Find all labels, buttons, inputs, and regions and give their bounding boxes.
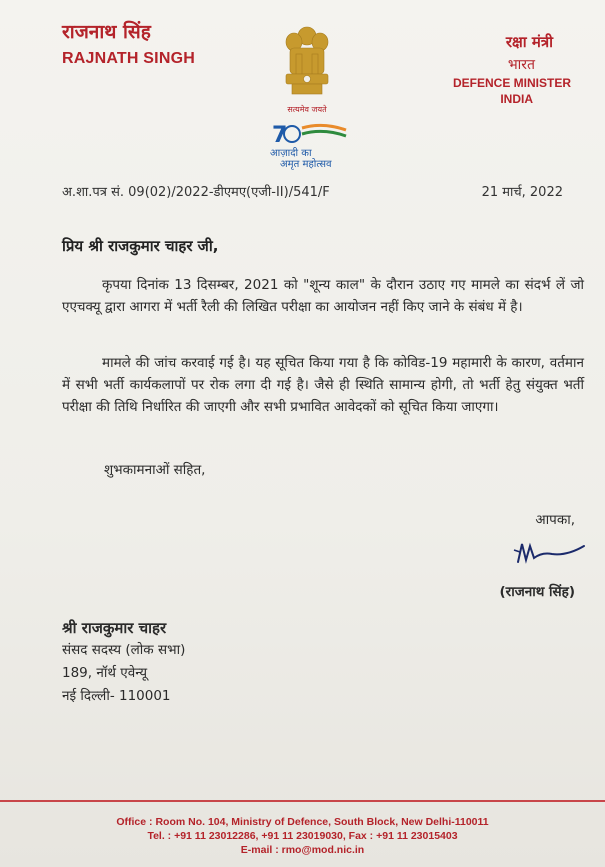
salutation: प्रिय श्री राजकुमार चाहर जी, [62, 237, 219, 255]
yours-line: आपका, [535, 512, 575, 528]
designation-hindi: रक्षा मंत्री [505, 33, 553, 51]
footer-office: Office : Room No. 104, Ministry of Defence, South Block, New Delhi-110011 [116, 816, 489, 828]
azadi-ka-amrit-mahotsav-logo [268, 120, 358, 170]
body-paragraph-2: मामले की जांच करवाई गई है। यह सूचित किया गया है कि कोविड-19 महामारी के कारण, वर्तमान में सभी भर्ती कार्यकलापों पर रोक लगा दी गई है। जैसे ही स्थिति सामान्य होगी, तो भर्ती हेतु संयुक्त भर्ती परीक्षा की तिथि निर्धारित की जाएगी और सभी प्रभावित आवेदकों को सूचित किया जाएगा। [62, 355, 584, 415]
addressee-designation: संसद सदस्य (लोक सभा) [62, 642, 186, 658]
sender-name-english: RAJNATH SINGH [62, 50, 195, 67]
footer-email: E-mail : rmo@mod.nic.in [240, 844, 365, 856]
footer-tel: Tel. : +91 11 23012286, +91 11 23019030, Fax : +91 11 23015403 [147, 830, 458, 842]
addressee-address-line2: नई दिल्ली- 110001 [62, 688, 171, 704]
sender-name-hindi: राजनाथ सिंह [62, 21, 151, 43]
closing-wishes: शुभकामनाओं सहित, [104, 462, 206, 478]
addressee-address-line1: 189, नॉर्थ एवेन्यू [62, 665, 148, 681]
signatory-name: (राजनाथ सिंह) [499, 584, 575, 600]
country-english: INDIA [500, 92, 533, 106]
designation-english: DEFENCE MINISTER [452, 76, 571, 90]
azadi-line1: आज़ादी का [270, 148, 312, 159]
reference-number: अ.शा.पत्र सं. 09(02)/2022-डीएमए(एजी-II)/541/F [62, 185, 330, 200]
country-hindi: भारत [507, 57, 535, 73]
emblem-motto: सत्यमेव जयते [287, 105, 327, 114]
footer-divider [0, 800, 605, 802]
body-paragraph-1: कृपया दिनांक 13 दिसम्बर, 2021 को "शून्य काल" के दौरान उठाए गए मामले का संदर्भ लें जो एएचक्यू द्वारा आगरा में भर्ती रैली की लिखित परीक्षा का आयोजन नहीं किए जाने के संबंध में है। [62, 277, 584, 315]
svg-text:7: 7 [272, 123, 288, 148]
azadi-line2: अमृत महोत्सव [280, 159, 332, 170]
handwritten-signature [512, 538, 592, 568]
addressee-name: श्री राजकुमार चाहर [62, 619, 167, 637]
letter-date: 21 मार्च, 2022 [481, 185, 563, 200]
national-emblem-icon [276, 24, 338, 120]
